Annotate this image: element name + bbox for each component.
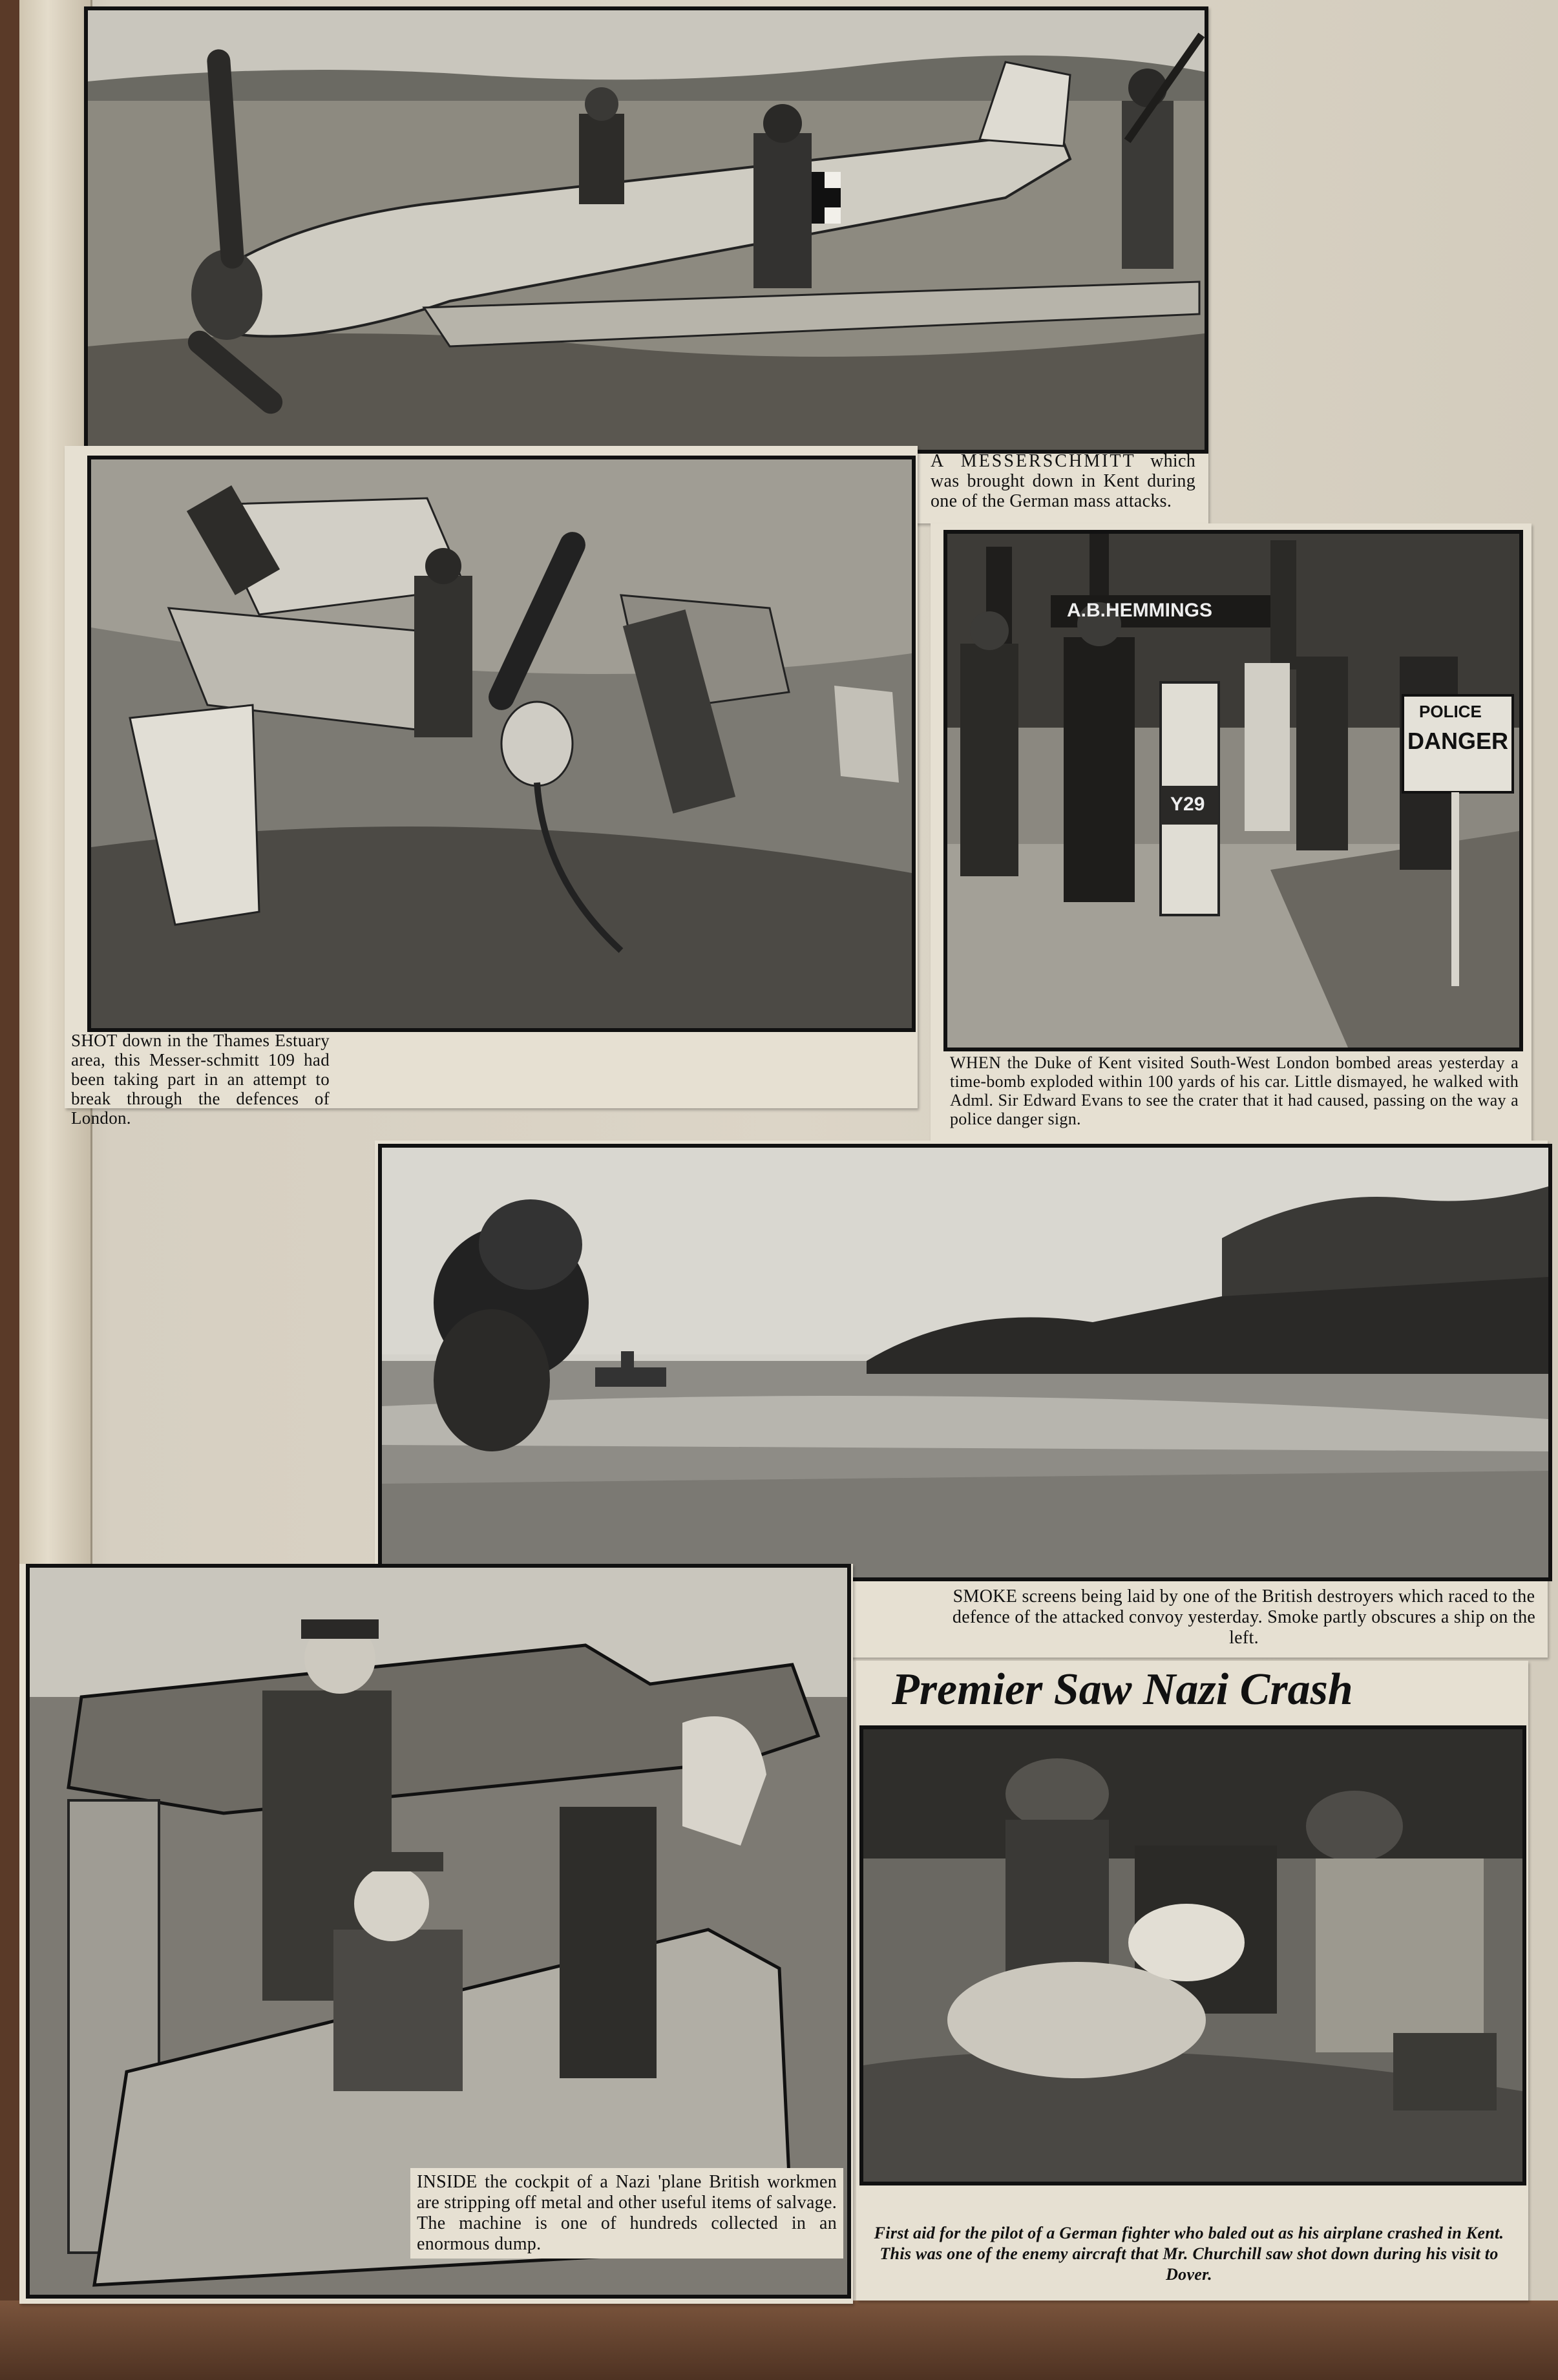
album-cover-edge [0,2301,1558,2380]
caption-duke-of-kent [950,1053,1519,1128]
photo-duke-of-kent-street [943,530,1523,1051]
caption-text: which was brought down in Kent during one of the German mass attacks. [931,451,1195,511]
police-sign-top: POLICE [1419,702,1482,721]
caption-thames-estuary [71,1031,330,1128]
clipping-cockpit [19,1564,853,2304]
caption-cockpit [410,2168,843,2259]
caption-lead: SHOT [71,1031,118,1050]
clipping-duke-of-kent [931,523,1532,1147]
caption-premier-crash: First aid for the pilot of a German fighter who baled out as his airplane crashed in Kent. This was one of the enemy aircraft that Mr. Churchill saw shot down during his visit to Dover. [874,2224,1504,2284]
caption-lead: SMOKE [953,1586,1018,1606]
photo-first-aid-pilot [859,1725,1526,2185]
photo-smoke-screens-sea [378,1144,1552,1581]
photo-crashed-messerschmitt [84,6,1208,454]
clipping-thames-estuary [65,446,918,1128]
photo-messerschmitt-wreckage [87,456,916,1032]
caption-smoke-screens [950,1586,1538,1648]
caption-text: the cockpit of a Nazi 'plane British workmen are stripping off metal and other useful items of salvage. The machine is one of hundreds collected in an enormous dump. [417,2172,837,2254]
headline-premier-saw-nazi-crash: Premier Saw Nazi Crash [892,1665,1353,1714]
shop-sign: A.B.HEMMINGS [1067,600,1212,621]
caption-lead: INSIDE [417,2172,478,2192]
bollard-label: Y29 [1170,794,1205,815]
caption-messerschmitt-kent [931,451,1195,511]
caption-text: screens being laid by one of the British destroyers which raced to the defence of the attacked convoy yesterday. Smoke partly obscures a ship on the left. [952,1586,1536,1648]
caption-text: down in the Thames Estuary area, this Messer-schmitt 109 had been taking part in an attempt to break through the defences of London. [71,1031,330,1128]
police-sign-main: DANGER [1407,728,1509,754]
caption-lead: A MESSERSCHMITT [931,451,1136,471]
clipping-premier-crash [856,1661,1528,2301]
caption-lead: WHEN [950,1053,1002,1072]
caption-text: the Duke of Kent visited South-West London bombed areas yesterday a time-bomb exploded within 100 yards of his car. Little dismayed, he walked with Adml. Sir Edward Evans to see the crater that it had caused, passing on the way a police danger sign. [950,1053,1519,1128]
